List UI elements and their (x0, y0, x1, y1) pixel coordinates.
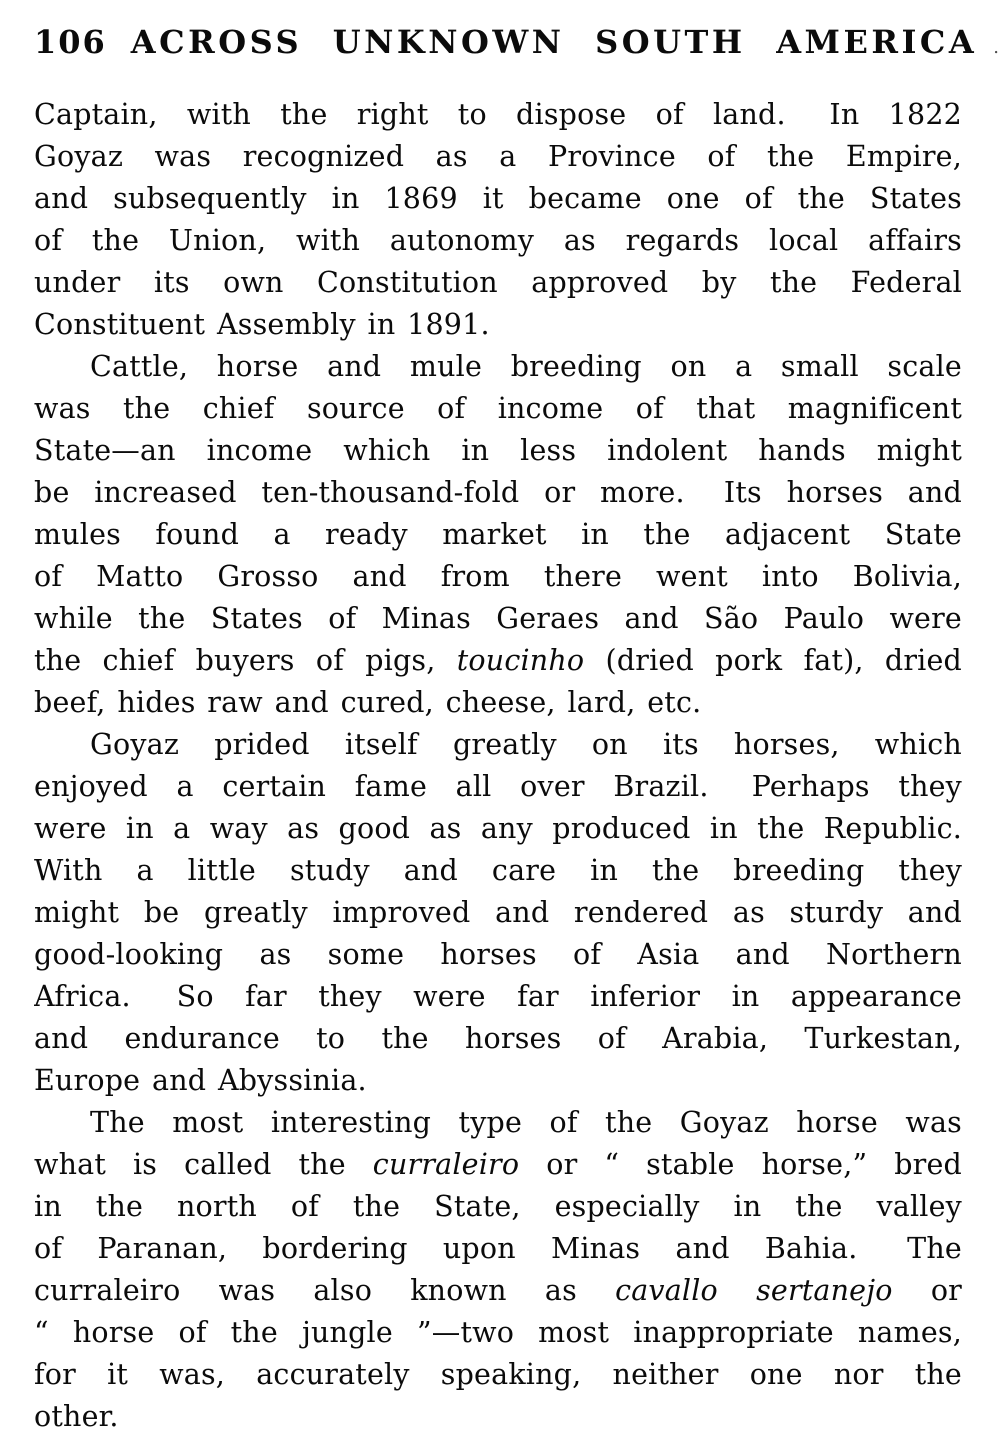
text-segment: With a little study and care in the breeding they (34, 854, 962, 887)
text-line (34, 430, 962, 472)
paragraph (34, 1102, 962, 1438)
text-segment: the chief buyers of pigs, (34, 644, 457, 677)
text-segment: State—an income which in less indolent hands might (34, 434, 962, 467)
text-line (34, 640, 962, 682)
text-line (34, 1396, 962, 1438)
text-line (34, 556, 962, 598)
text-segment: Africa. So far they were far inferior in appearance (34, 980, 962, 1013)
text-line (34, 1186, 962, 1228)
text-segment: of Paranan, bordering upon Minas and Bahia. The (34, 1232, 962, 1265)
text-line (34, 1060, 962, 1102)
text-segment: good-looking as some horses of Asia and Northern (34, 938, 962, 971)
text-line (34, 262, 962, 304)
text-segment: might be greatly improved and rendered as sturdy and (34, 896, 962, 929)
text-segment: “ horse of the jungle ”—two most inappropriate names, (34, 1316, 962, 1349)
text-segment: be increased ten-thousand-fold or more. Its horses and (34, 476, 962, 509)
text-segment: while the States of Minas Geraes and São Paulo were (34, 602, 962, 635)
text-segment: mules found a ready market in the adjacent State (34, 518, 962, 551)
text-line (34, 808, 962, 850)
text-line (34, 1228, 962, 1270)
page-header (34, 22, 999, 68)
text-segment: and subsequently in 1869 it became one of the States (34, 182, 962, 215)
text-line (34, 850, 962, 892)
page-body (34, 94, 962, 1438)
text-segment: Europe and Abyssinia. (34, 1064, 367, 1097)
text-segment: other. (34, 1400, 119, 1433)
text-segment: of Matto Grosso and from there went into Bolivia, (34, 560, 962, 593)
text-line (34, 472, 962, 514)
text-line (34, 976, 962, 1018)
text-line (34, 220, 962, 262)
paragraph (34, 346, 962, 724)
text-segment: Captain, with the right to dispose of land. In 1822 (34, 98, 962, 131)
text-line (34, 136, 962, 178)
text-segment: Goyaz prided itself greatly on its horses, which (90, 728, 962, 761)
text-segment: Goyaz was recognized as a Province of the Empire, (34, 140, 962, 173)
text-segment: enjoyed a certain fame all over Brazil. Perhaps they (34, 770, 962, 803)
text-line (34, 1270, 962, 1312)
text-line (34, 934, 962, 976)
scan-dot-mark: . (993, 37, 999, 58)
text-line (34, 1312, 962, 1354)
text-line (34, 94, 962, 136)
text-line (34, 682, 962, 724)
text-line (34, 1144, 962, 1186)
text-line (34, 1354, 962, 1396)
page-number: 106 (34, 23, 107, 61)
italic-term: toucinho (456, 644, 585, 677)
text-segment: of the Union, with autonomy as regards local affairs (34, 224, 962, 257)
text-line (34, 514, 962, 556)
running-title: ACROSS UNKNOWN SOUTH AMERICA (130, 23, 978, 61)
text-segment: and endurance to the horses of Arabia, Turkestan, (34, 1022, 962, 1055)
text-line (34, 388, 962, 430)
text-segment: (dried pork fat), dried (584, 644, 962, 677)
text-segment: in the north of the State, especially in the valley (34, 1190, 962, 1223)
text-line (34, 1102, 962, 1144)
text-line (34, 892, 962, 934)
text-segment: under its own Constitution approved by the Federal (34, 266, 962, 299)
text-line (34, 598, 962, 640)
text-segment: Cattle, horse and mule breeding on a small scale (90, 350, 962, 383)
text-line (34, 304, 962, 346)
text-segment: or (892, 1274, 962, 1307)
text-line (34, 346, 962, 388)
text-segment: for it was, accurately speaking, neither one nor the (34, 1358, 962, 1391)
text-line (34, 724, 962, 766)
text-segment: what is called the (34, 1148, 373, 1181)
italic-term: cavallo sertanejo (615, 1274, 893, 1307)
text-segment: curraleiro was also known as (34, 1274, 616, 1307)
text-line (34, 1018, 962, 1060)
text-segment: beef, hides raw and cured, cheese, lard, etc. (34, 686, 702, 719)
text-segment: Constituent Assembly in 1891. (34, 308, 490, 341)
text-segment: The most interesting type of the Goyaz horse was (90, 1106, 962, 1139)
text-segment: was the chief source of income of that magnificent (34, 392, 962, 425)
text-line (34, 178, 962, 220)
text-segment: were in a way as good as any produced in the Republic. (34, 812, 962, 845)
italic-term: curraleiro (372, 1148, 520, 1181)
text-segment: or “ stable horse,” bred (519, 1148, 962, 1181)
paragraph (34, 724, 962, 1102)
text-line (34, 766, 962, 808)
paragraph (34, 94, 962, 346)
